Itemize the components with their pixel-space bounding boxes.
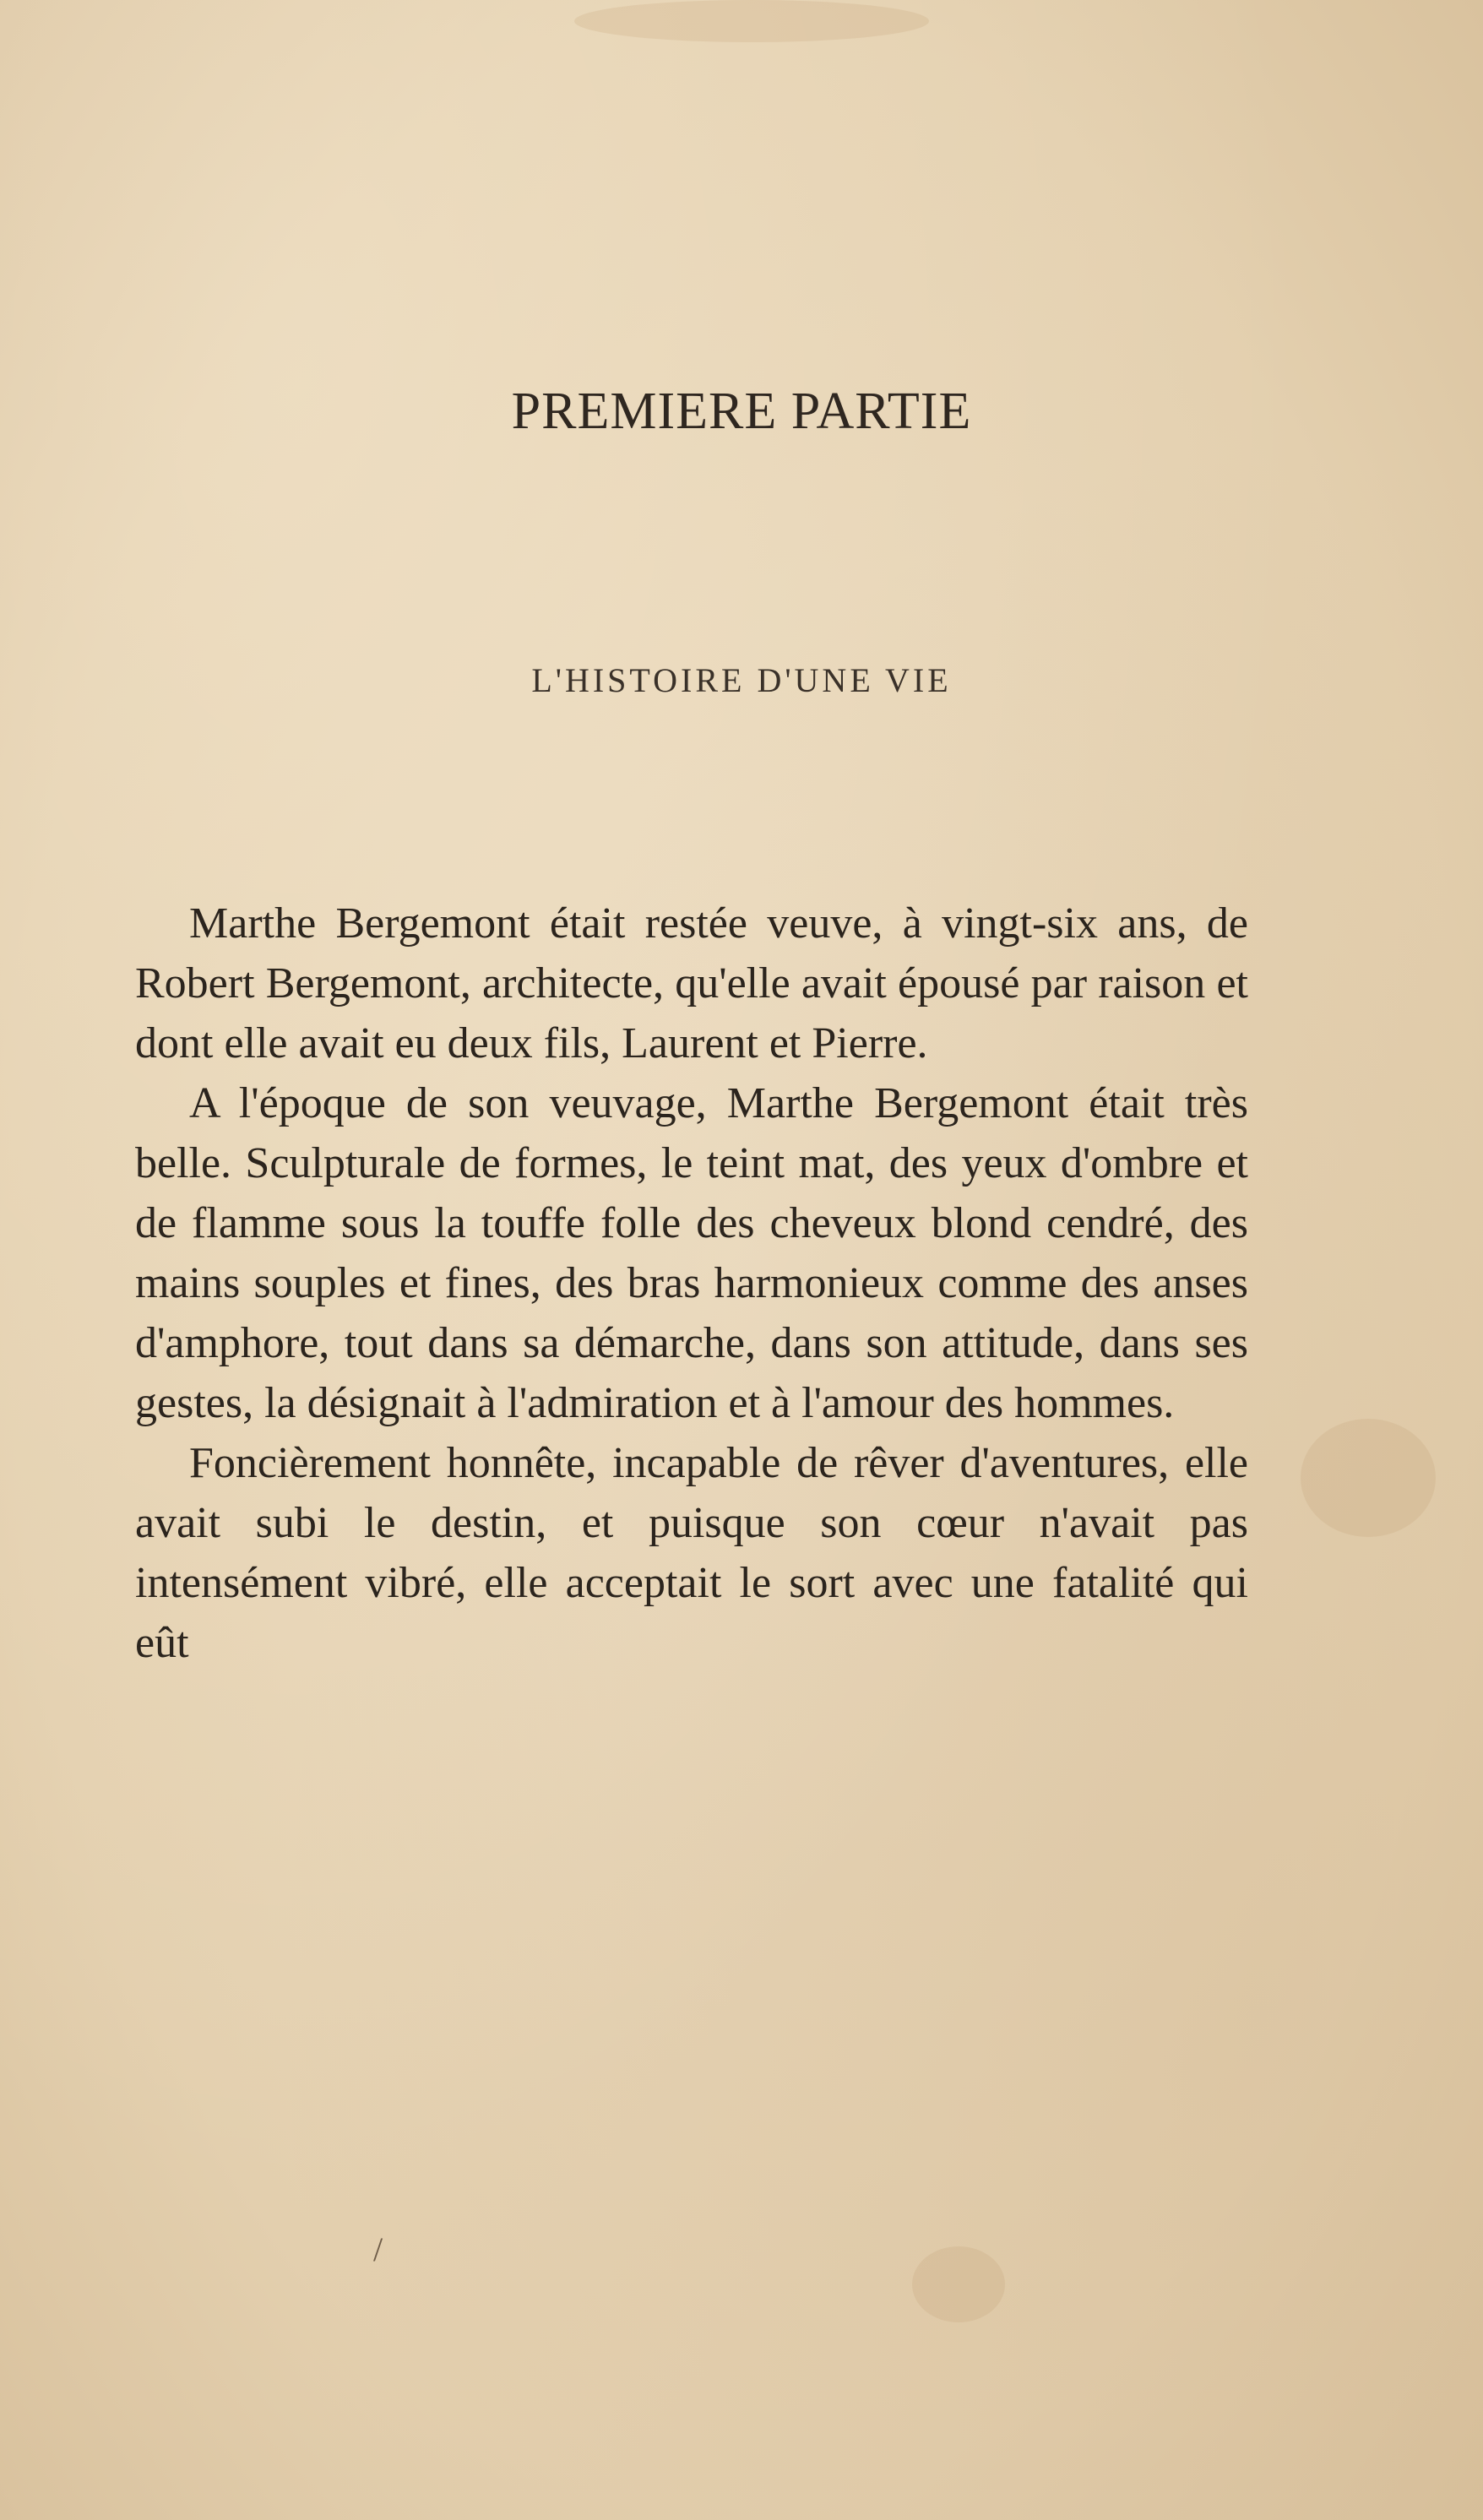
body-text xyxy=(135,893,1248,1673)
chapter-title: L'HISTOIRE D'UNE VIE xyxy=(531,661,952,699)
paragraph-2: A l'époque de son veuvage, Marthe Bergemont était très belle. Sculpturale de formes, le teint mat, des yeux d'ombre et de flamme sous la touffe folle des cheveux blond cendré, des mains souples et fines, des bras harmonieux comme des anses d'amphore, tout dans sa démarche, dans son attitude, dans ses gestes, la désignait à l'admiration et à l'amour des hommes. xyxy=(135,1079,1248,1427)
paper-stain xyxy=(1301,1419,1436,1537)
paragraph-1: Marthe Bergemont était restée veuve, à vingt-six ans, de Robert Bergemont, architecte, qu'elle avait épousé par raison et dont elle avait eu deux fils, Laurent et Pierre. xyxy=(135,899,1248,1067)
paper-stain xyxy=(574,0,929,42)
paper-stain xyxy=(912,2246,1005,2322)
stray-pencil-mark: / xyxy=(373,2230,383,2268)
paragraph-3: Foncièrement honnête, incapable de rêver d'aventures, elle avait subi le destin, et puisque son cœur n'avait pas intensément vibré, elle acceptait le sort avec une fatalité qui eût xyxy=(135,1439,1248,1667)
part-title: PREMIERE PARTIE xyxy=(511,383,972,440)
